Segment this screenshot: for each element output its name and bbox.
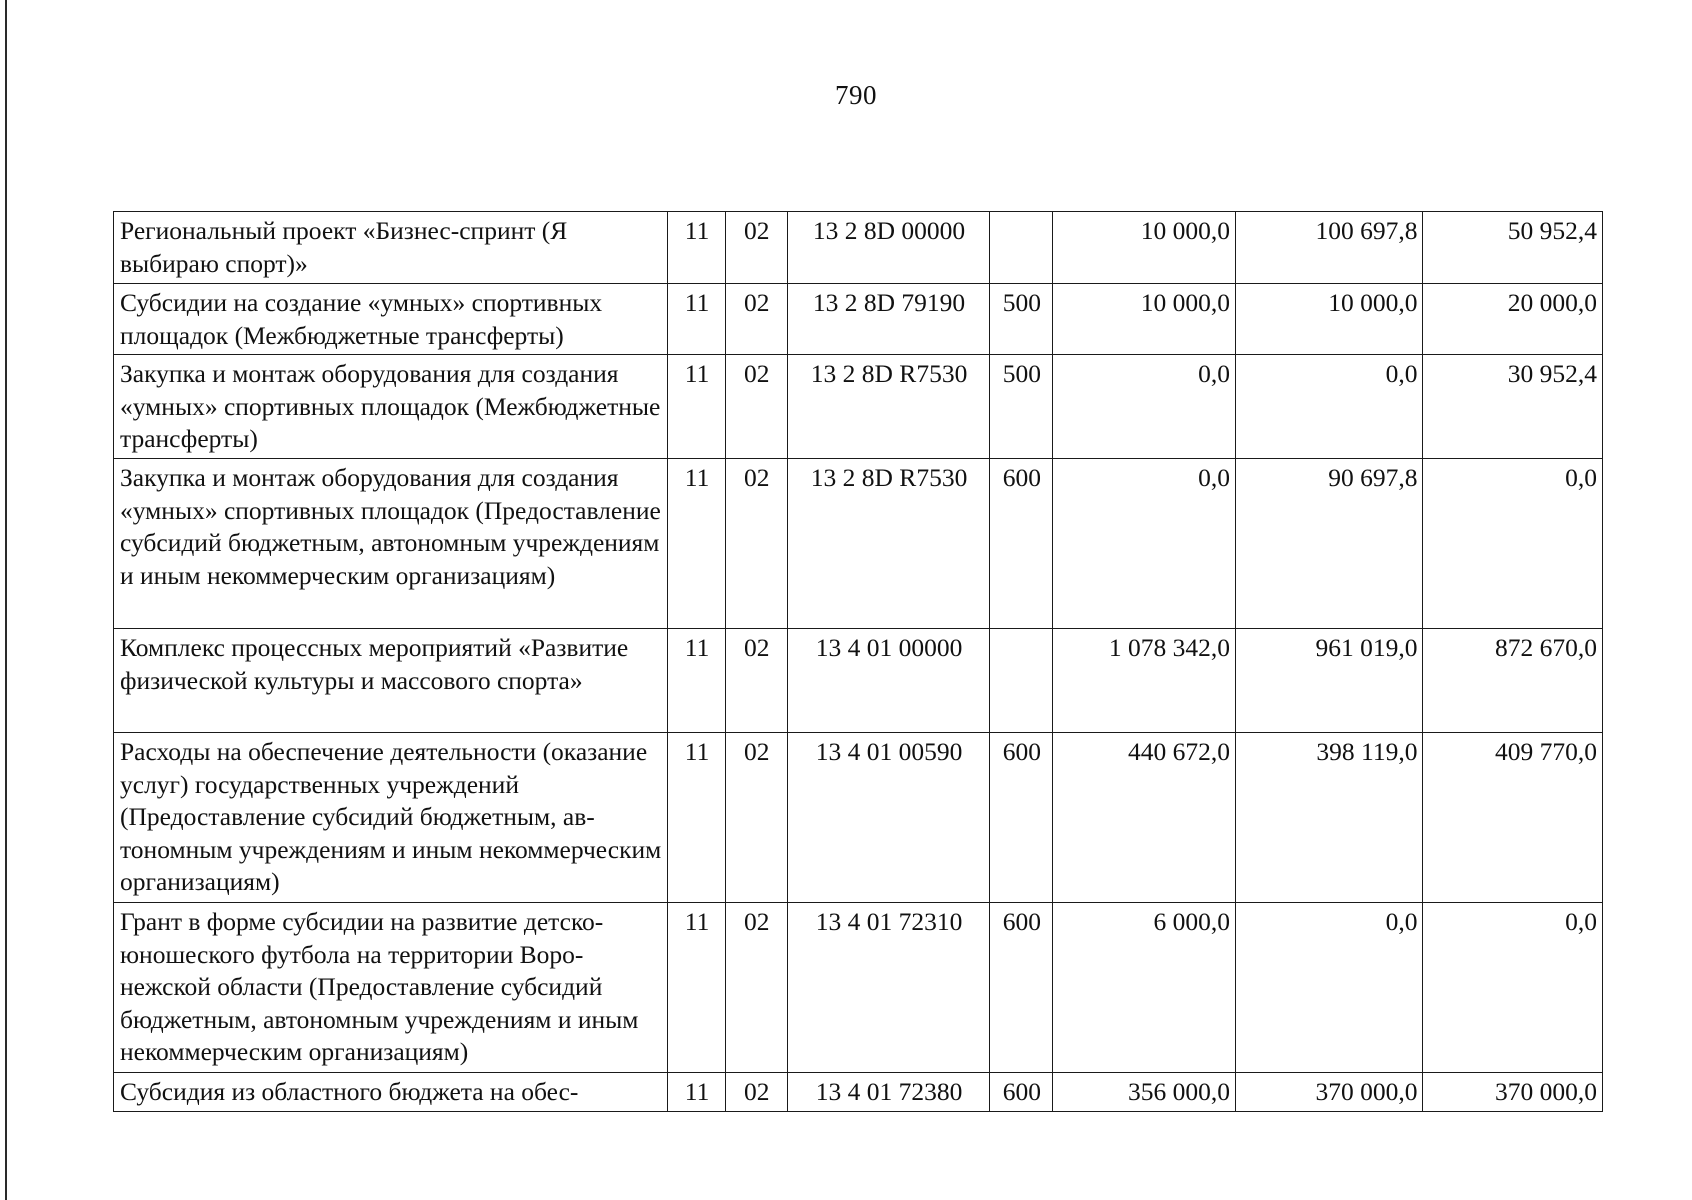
table-row bbox=[114, 629, 1603, 733]
section-code: 11 bbox=[668, 284, 725, 355]
amount-year-2: 961 019,0 bbox=[1235, 629, 1423, 733]
subsection-code: 02 bbox=[725, 903, 787, 1073]
target-article-code: 13 2 8D 00000 bbox=[787, 212, 990, 284]
amount-year-2: 398 119,0 bbox=[1235, 733, 1423, 903]
section-code: 11 bbox=[668, 212, 725, 284]
section-code: 11 bbox=[668, 733, 725, 903]
subsection-code: 02 bbox=[725, 284, 787, 355]
expense-name: Закупка и монтаж оборудования для создания «умных» спортивных площадок (Предоставление субсидий бюджетным, автономным учреждениям и иным некоммерческим организациям) bbox=[114, 459, 668, 629]
target-article-code: 13 2 8D R7530 bbox=[787, 459, 990, 629]
amount-year-2: 0,0 bbox=[1235, 903, 1423, 1073]
target-article-code: 13 2 8D R7530 bbox=[787, 355, 990, 459]
table-row bbox=[114, 284, 1603, 355]
subsection-code: 02 bbox=[725, 459, 787, 629]
expense-name: Грант в форме субсидии на развитие детско-юношеского футбола на территории Воронежской области (Предоставление субсидий бюджетным, автономным учреждениям и иным некоммерческим организациям) bbox=[114, 903, 668, 1073]
expense-name: Комплекс процессных мероприятий «Развитие физической культуры и массового спорта» bbox=[114, 629, 668, 733]
expense-type-code: 500 bbox=[990, 355, 1053, 459]
budget-table-body bbox=[114, 212, 1603, 1112]
subsection-code: 02 bbox=[725, 629, 787, 733]
expense-name: Закупка и монтаж оборудования для создания «умных» спортивных площадок (Межбюджетные трансферты) bbox=[114, 355, 668, 459]
amount-year-2: 10 000,0 bbox=[1235, 284, 1423, 355]
target-article-code: 13 4 01 72380 bbox=[787, 1073, 990, 1112]
subsection-code: 02 bbox=[725, 355, 787, 459]
amount-year-3: 20 000,0 bbox=[1423, 284, 1603, 355]
section-code: 11 bbox=[668, 1073, 725, 1112]
expense-type-code: 600 bbox=[990, 1073, 1053, 1112]
amount-year-1: 356 000,0 bbox=[1053, 1073, 1235, 1112]
subsection-code: 02 bbox=[725, 212, 787, 284]
amount-year-1: 6 000,0 bbox=[1053, 903, 1235, 1073]
amount-year-1: 440 672,0 bbox=[1053, 733, 1235, 903]
expense-name: Региональный проект «Бизнес-спринт (Я выбираю спорт)» bbox=[114, 212, 668, 284]
table-row bbox=[114, 355, 1603, 459]
amount-year-3: 872 670,0 bbox=[1423, 629, 1603, 733]
section-code: 11 bbox=[668, 355, 725, 459]
target-article-code: 13 4 01 00000 bbox=[787, 629, 990, 733]
target-article-code: 13 2 8D 79190 bbox=[787, 284, 990, 355]
expense-type-code bbox=[990, 212, 1053, 284]
amount-year-3: 0,0 bbox=[1423, 903, 1603, 1073]
amount-year-1: 0,0 bbox=[1053, 459, 1235, 629]
expense-name: Субсидия из областного бюджета на обес- bbox=[114, 1073, 668, 1112]
amount-year-3: 50 952,4 bbox=[1423, 212, 1603, 284]
target-article-code: 13 4 01 72310 bbox=[787, 903, 990, 1073]
amount-year-1: 10 000,0 bbox=[1053, 212, 1235, 284]
expense-name: Расходы на обеспечение деятельности (оказание услуг) государственных учреждений (Предоставление субсидий бюджетным, автономным учреждениям и иным некоммерческим организациям) bbox=[114, 733, 668, 903]
amount-year-1: 1 078 342,0 bbox=[1053, 629, 1235, 733]
amount-year-3: 30 952,4 bbox=[1423, 355, 1603, 459]
table-row bbox=[114, 1073, 1603, 1112]
amount-year-2: 90 697,8 bbox=[1235, 459, 1423, 629]
expense-type-code: 500 bbox=[990, 284, 1053, 355]
section-code: 11 bbox=[668, 459, 725, 629]
subsection-code: 02 bbox=[725, 733, 787, 903]
table-row bbox=[114, 212, 1603, 284]
table-row bbox=[114, 459, 1603, 629]
amount-year-2: 100 697,8 bbox=[1235, 212, 1423, 284]
amount-year-3: 409 770,0 bbox=[1423, 733, 1603, 903]
expense-type-code: 600 bbox=[990, 903, 1053, 1073]
table-row bbox=[114, 733, 1603, 903]
page-number: 790 bbox=[835, 80, 877, 110]
amount-year-1: 0,0 bbox=[1053, 355, 1235, 459]
amount-year-2: 370 000,0 bbox=[1235, 1073, 1423, 1112]
section-code: 11 bbox=[668, 903, 725, 1073]
budget-table bbox=[113, 211, 1603, 1112]
section-code: 11 bbox=[668, 629, 725, 733]
expense-type-code: 600 bbox=[990, 733, 1053, 903]
subsection-code: 02 bbox=[725, 1073, 787, 1112]
amount-year-1: 10 000,0 bbox=[1053, 284, 1235, 355]
expense-type-code bbox=[990, 629, 1053, 733]
amount-year-2: 0,0 bbox=[1235, 355, 1423, 459]
amount-year-3: 0,0 bbox=[1423, 459, 1603, 629]
expense-name: Субсидии на создание «умных» спортивных площадок (Межбюджетные трансферты) bbox=[114, 284, 668, 355]
amount-year-3: 370 000,0 bbox=[1423, 1073, 1603, 1112]
table-row bbox=[114, 903, 1603, 1073]
scan-edge-line bbox=[5, 0, 7, 1200]
target-article-code: 13 4 01 00590 bbox=[787, 733, 990, 903]
expense-type-code: 600 bbox=[990, 459, 1053, 629]
